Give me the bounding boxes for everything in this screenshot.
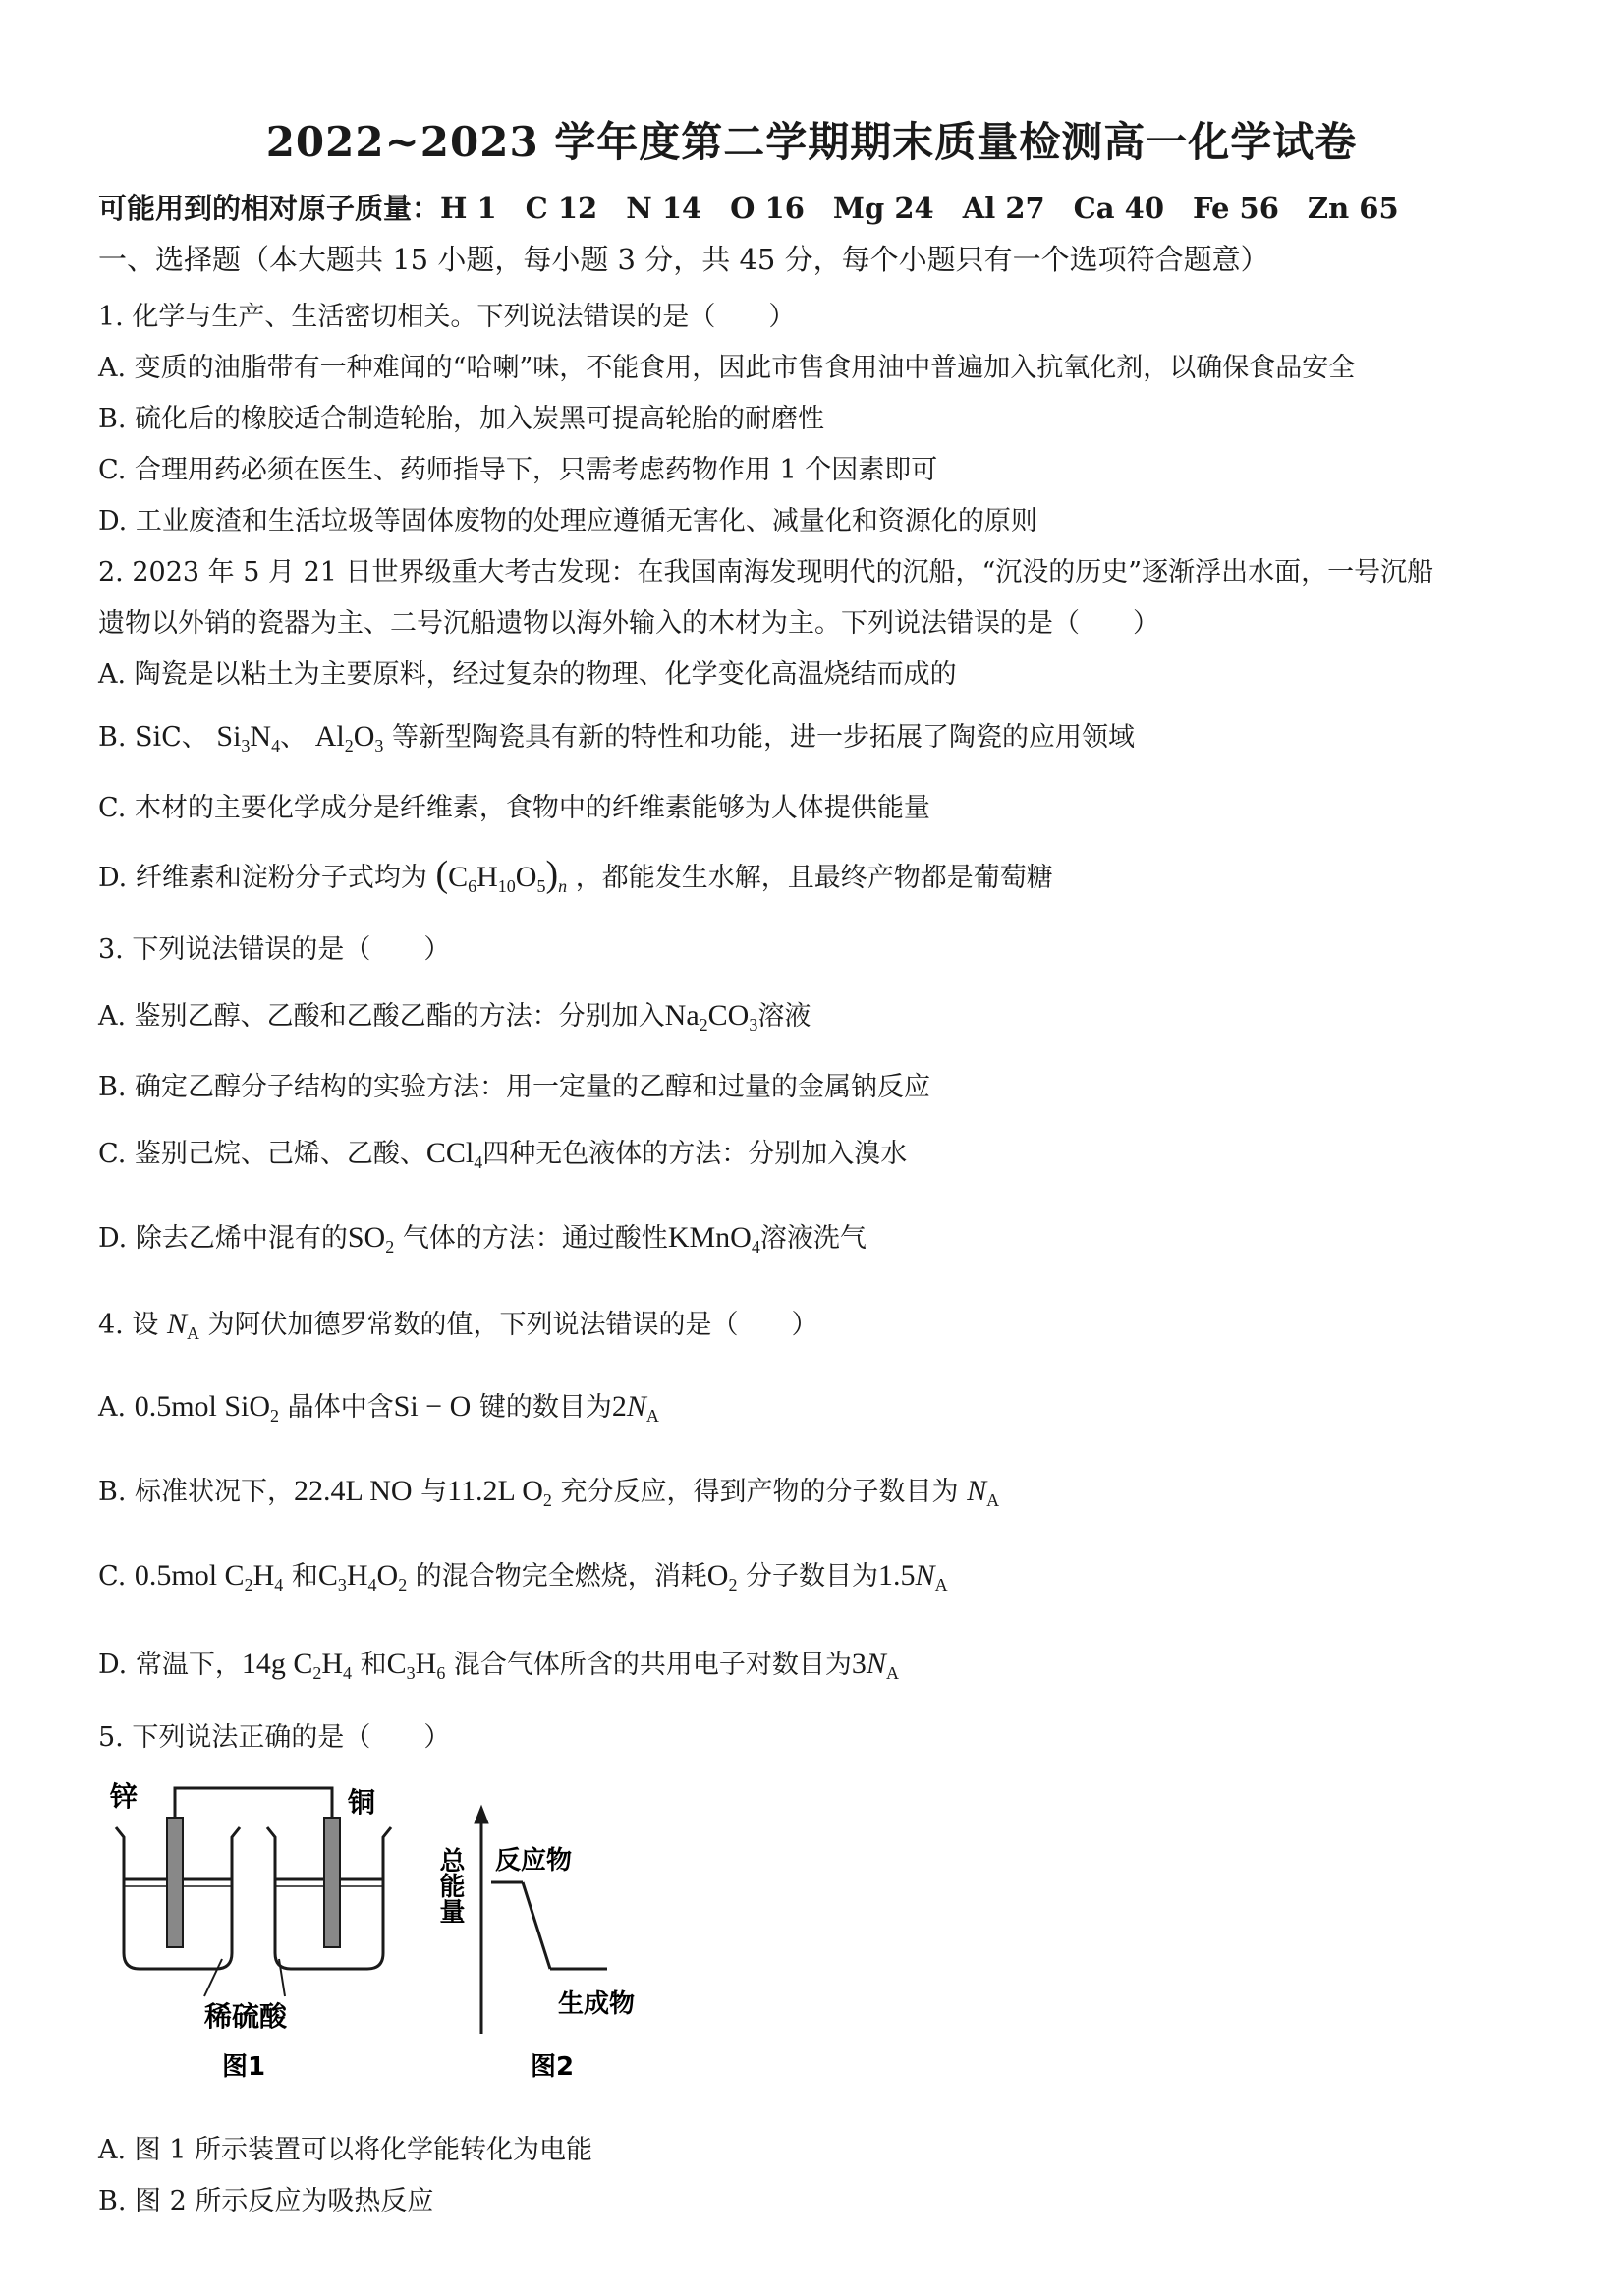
value-2na: $2N_A$ xyxy=(611,1390,659,1426)
value-3na: $3N_A$ xyxy=(851,1648,899,1683)
q1-option-d: D. 工业废渣和生活垃圾等固体废物的处理应遵循无害化、减量化和资源化的原则 xyxy=(98,506,1037,536)
formula-05mol-c2h4: 0.5mol $C_2H_4$ xyxy=(134,1559,284,1595)
formula-c3h4o2: $C_3H_4O_2$ xyxy=(317,1559,408,1595)
symbol-na: $N_A$ xyxy=(166,1308,199,1343)
fig1-zinc-label: 锌 xyxy=(110,1780,139,1813)
q4-option-b: B. 标准状况下，22.4L NO 与11.2L $O_2$ 充分反应，得到产物的分子数目为 $N_A$ xyxy=(98,1475,1000,1510)
fig1-caption: 图1 xyxy=(222,2052,266,2082)
q3-option-c: C. 鉴别己烷、己烯、乙酸、CCl$_4$四种无色液体的方法：分别加入溴水 xyxy=(98,1137,908,1172)
q3-option-a: A. 鉴别乙醇、乙酸和乙酸乙酯的方法：分别加入$Na_2CO_3$溶液 xyxy=(98,999,812,1035)
q5-figures xyxy=(106,1776,676,2091)
formula-o2: $O_2$ xyxy=(706,1559,738,1595)
formula-11-2l-o2: 11.2L $O_2$ xyxy=(447,1475,552,1510)
formula-si-o: Si − O xyxy=(393,1390,472,1423)
fig1-acid-pointer-right xyxy=(279,1959,285,1996)
q2-option-b: B. SiC、 $Si_3N_4$、 $Al_2O_3$ 等新型陶瓷具有新的特性和功能，进一步拓展了陶瓷的应用领域 xyxy=(98,720,1135,756)
fig2-product-label: 生成物 xyxy=(558,1989,636,2019)
fig1-wire xyxy=(175,1788,332,1837)
formula-kmno4: KMnO$_4$ xyxy=(667,1221,760,1257)
fig2-y-arrow xyxy=(475,1806,488,1823)
formula-c3h6: $C_3H_6$ xyxy=(386,1648,446,1683)
formula-ccl4: CCl$_4$ xyxy=(425,1137,483,1172)
q5-option-b: B. 图 2 所示反应为吸热反应 xyxy=(98,2186,434,2216)
exam-title: 2022~2023 学年度第二学期期末质量检测高一化学试卷 xyxy=(265,118,1358,166)
q2-option-c: C. 木材的主要化学成分是纤维素，食物中的纤维素能够为人体提供能量 xyxy=(98,793,930,823)
formula-al2o3: $Al_2O_3$ xyxy=(314,720,384,756)
q1-option-c: C. 合理用药必须在医生、药师指导下，只需考虑药物作用 1 个因素即可 xyxy=(98,455,938,485)
value-na: $N_A$ xyxy=(967,1475,1000,1510)
q1-option-a: A. 变质的油脂带有一种难闻的“哈喇”味，不能食用，因此市售食用油中普遍加入抗氧化剂，以确保食品安全 xyxy=(98,353,1356,383)
atomic-masses-line: 可能用到的相对原子质量：H 1 C 12 N 14 O 16 Mg 24 Al 27 Ca 40 Fe 56 Zn 65 xyxy=(98,192,1399,225)
fig2-caption: 图2 xyxy=(531,2052,575,2082)
q4-option-d: D. 常温下，14g $C_2H_4$ 和$C_3H_6$ 混合气体所含的共用电子对数目为$3N_A$ xyxy=(98,1648,899,1683)
q3-stem: 3. 下列说法错误的是（ ） xyxy=(98,934,451,965)
q5-stem: 5. 下列说法正确的是（ ） xyxy=(98,1722,451,1753)
fig1-acid-pointer-left xyxy=(204,1959,222,1996)
q4-option-a: A. 0.5mol SiO$_2$ 晶体中含Si − O 键的数目为$2N_A$ xyxy=(98,1390,659,1426)
fig1-acid-label: 稀硫酸 xyxy=(204,2000,288,2033)
fig1-copper-electrode xyxy=(324,1818,340,1947)
fig1-copper-label: 铜 xyxy=(348,1786,376,1819)
q2-stem-line1: 2. 2023 年 5 月 21 日世界级重大考古发现：在我国南海发现明代的沉船，“沉没的历史”逐渐浮出水面，一号沉船 xyxy=(98,557,1434,588)
formula-22-4l-no: 22.4L NO xyxy=(294,1475,413,1507)
formula-cellulose: $(C_6H_{10}O_5)_n$ xyxy=(435,854,568,896)
q2-stem-line2: 遗物以外销的瓷器为主、二号沉船遗物以海外输入的木材为主。下列说法错误的是（ ） xyxy=(98,608,1159,639)
fig2-y-axis-label: 总能量 xyxy=(435,1847,465,1924)
formula-so2: $SO_2$ xyxy=(347,1221,395,1257)
value-1-5na: $1.5N_A$ xyxy=(878,1559,948,1595)
fig2-reactant-label: 反应物 xyxy=(495,1846,573,1876)
q1-stem: 1. 化学与生产、生活密切相关。下列说法错误的是（ ） xyxy=(98,302,796,332)
q2-option-a: A. 陶瓷是以粘土为主要原料，经过复杂的物理、化学变化高温烧结而成的 xyxy=(98,659,957,690)
q3-option-b: B. 确定乙醇分子结构的实验方法：用一定量的乙醇和过量的金属钠反应 xyxy=(98,1072,931,1102)
fig2-transition xyxy=(523,1882,550,1969)
formula-14g-c2h4: 14g $C_2H_4$ xyxy=(241,1648,353,1683)
q5-figures-svg xyxy=(106,1776,676,2091)
q3-option-d: D. 除去乙烯中混有的$SO_2$ 气体的方法：通过酸性KMnO$_4$溶液洗气 xyxy=(98,1221,867,1257)
formula-05mol-sio2: 0.5mol SiO$_2$ xyxy=(134,1390,280,1426)
q4-option-c: C. 0.5mol $C_2H_4$ 和$C_3H_4O_2$ 的混合物完全燃烧，消耗$O_2$ 分子数目为$1.5N_A$ xyxy=(98,1559,948,1595)
fig1-apparatus xyxy=(116,1788,391,1996)
q5-option-a: A. 图 1 所示装置可以将化学能转化为电能 xyxy=(98,2135,593,2165)
formula-na2co3: $Na_2CO_3$ xyxy=(664,999,758,1035)
section1-heading: 一、选择题（本大题共 15 小题，每小题 3 分，共 45 分，每个小题只有一个选项符合题意） xyxy=(98,243,1269,276)
q1-option-b: B. 硫化后的橡胶适合制造轮胎，加入炭黑可提高轮胎的耐磨性 xyxy=(98,404,825,434)
formula-si3n4: $Si_3N_4$ xyxy=(216,720,281,756)
fig1-zinc-electrode xyxy=(167,1818,183,1947)
q4-stem: 4. 设 $N_A$ 为阿伏加德罗常数的值，下列说法错误的是（ ） xyxy=(98,1308,818,1343)
q2-option-d: D. 纤维素和淀粉分子式均为 $(C_6H_{10}O_5)_n$ ，都能发生水解，且最终产物都是葡萄糖 xyxy=(98,854,1053,896)
